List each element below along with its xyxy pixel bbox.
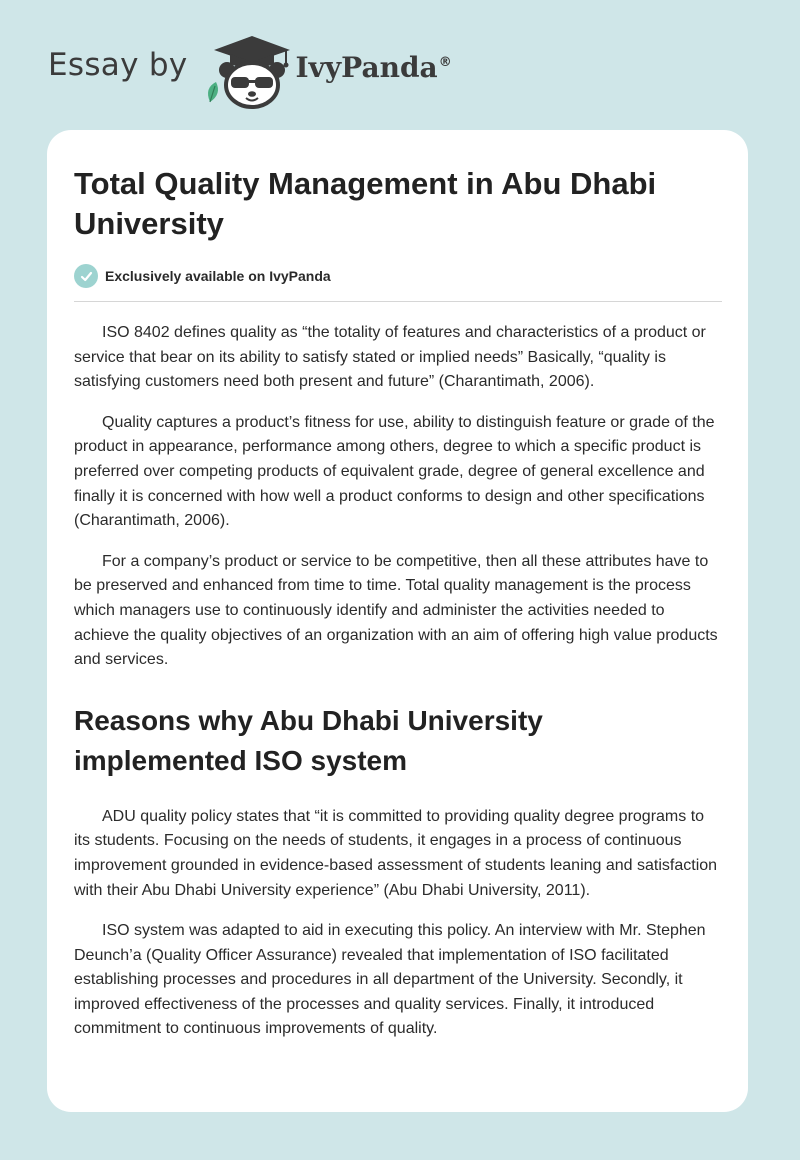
section-heading: Reasons why Abu Dhabi University implemented ISO system	[74, 704, 543, 776]
paragraph: ADU quality policy states that “it is committed to providing quality degree programs to its students. Focusing on the needs of students, it engages in a process of continuous improvement grounded in evidence-based assessment of students leaning and satisfaction with their Abu Dhabi University experience” (Abu Dhabi University, 2011).	[74, 807, 718, 899]
article-title: Total Quality Management in Abu Dhabi University	[74, 166, 657, 241]
paragraph: ISO system was adapted to aid in executing this policy. An interview with Mr. Stephen Deunch’a (Quality Officer Assurance) revealed that implementation of ISO facilitated establishing processes and procedures in all department of the University. Secondly, it improved effectiveness of the processes and quality services. Finally, it introduced commitment to continuous improvements of quality.	[74, 922, 706, 1038]
paragraph: ISO 8402 defines quality as “the totality of features and characteristics of a product or service that bear on its ability to satisfy stated or implied needs” Basically, “quality is satisfying customers need both present and future” (Charantimath, 2006).	[74, 324, 706, 391]
brand-name: IvyPanda®	[295, 50, 452, 84]
brand-prefix: Essay by	[48, 47, 188, 83]
brand-logo[interactable]	[48, 30, 452, 110]
exclusive-label: Exclusively available on IvyPanda	[105, 268, 331, 284]
panda-logo-icon	[202, 30, 292, 110]
paragraph: Quality captures a product’s fitness for use, ability to distinguish feature or grade of the product in appearance, performance among others, degree to which a specific product is preferred over competing products of equivalent grade, degree of general excellence and finally it is concerned with how well a product conforms to design and other specifications (Charantimath, 2006).	[74, 413, 715, 530]
exclusive-badge	[74, 264, 722, 302]
checkmark-icon	[74, 264, 98, 288]
article-card	[47, 130, 748, 1112]
paragraph: For a company’s product or service to be competitive, then all these attributes have to be preserved and enhanced from time to time. Total quality management is the process which managers use to continuously identify and administer the activities needed to achieve the quality objectives of an organization with an aim of offering high value products and services.	[74, 552, 718, 669]
